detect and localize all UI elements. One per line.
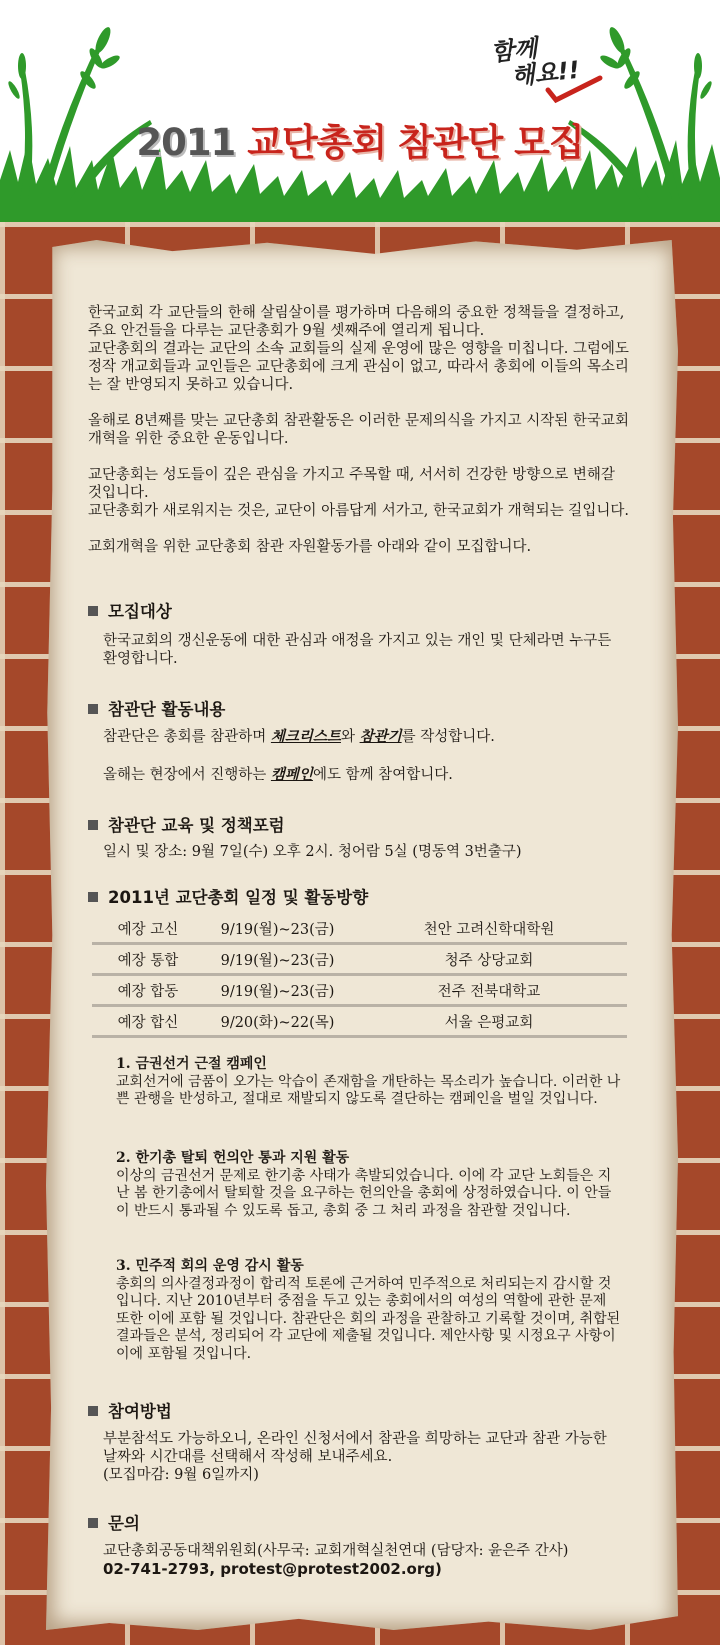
- section-target-text: 한국교회의 갱신운동에 대한 관심과 애정을 가지고 있는 개인 및 단체라면 누구든 환영합니다.: [103, 633, 612, 667]
- bullet-square-icon: [88, 704, 98, 714]
- title-year: 2011: [136, 121, 236, 164]
- activity-item-text: 교회선거에 금품이 오가는 악습이 존재함을 개탄하는 목소리가 높습니다. 이러한 나쁜 관행을 반성하고, 절대로 재발되지 않도록 결단하는 캠페인을 벌일 것입니다.: [116, 1073, 621, 1107]
- activity-item-title: 3. 민주적 회의 운영 감시 활동: [116, 1258, 304, 1274]
- section-edu-title: 참관단 교육 및 정책포럼: [88, 812, 285, 836]
- section-edu-text: 일시 및 장소: 9월 7일(수) 오후 2시. 청어람 5실 (명동역 3번출구): [103, 844, 522, 860]
- activity-item-3: [116, 1258, 621, 1363]
- activity-item-1: [116, 1056, 621, 1109]
- intro-paragraph: 교회개혁을 위한 교단총회 참관 자원활동가를 아래와 같이 모집합니다.: [88, 539, 532, 555]
- intro-paragraph: 교단총회가 새로워지는 것은, 교단이 아름답게 서가고, 한국교회가 개혁되는 길입니다.: [88, 503, 629, 519]
- activity-item-title: 2. 한기총 탈퇴 헌의안 통과 지원 활동: [116, 1150, 350, 1166]
- section-contact-title: 문의: [88, 1510, 140, 1534]
- bullet-square-icon: [88, 820, 98, 830]
- section-activity-text-2: 올해는 현장에서 진행하는 캠페인에도 함께 참여합니다.: [103, 767, 453, 783]
- review-link[interactable]: 참관기: [359, 729, 402, 745]
- schedule-table: [92, 914, 627, 1038]
- intro-paragraph: 한국교회 각 교단들의 한해 살림살이를 평가하며 다음해의 중요한 정책들을 결정하고, 주요 안건들을 다루는 교단총회가 9월 셋째주에 열리게 됩니다.: [88, 305, 625, 339]
- activity-item-title: 1. 금권선거 근절 캠페인: [116, 1056, 267, 1072]
- table-row: 예장 합동 9/19(월)~23(금) 전주 전북대학교: [92, 975, 627, 1006]
- bullet-square-icon: [88, 1518, 98, 1528]
- checklist-link[interactable]: 체크리스트: [270, 729, 341, 745]
- activity-item-2: [116, 1150, 621, 1220]
- intro-paragraph: 올해로 8년째를 맞는 교단총회 참관활동은 이러한 문제의식을 가지고 시작된 한국교회 개혁을 위한 중요한 운동입니다.: [88, 413, 629, 447]
- campaign-link[interactable]: 캠페인: [270, 767, 313, 783]
- handwriting-line-2: 해요!!: [510, 55, 581, 91]
- page-title: [0, 112, 720, 166]
- activity-item-text: 총회의 의사결정과정이 합리적 토론에 근거하여 민주적으로 처리되는지 감시할 것입니다. 지난 2010년부터 중점을 두고 있는 총회에서의 여성의 역할에 관한 문제 또한 이에 포함 될 것입니다. 참관단은 회의 과정을 관찰하고 기록할 것이며, 취합된 결과들은 분석, 정리되어 각 교단에 제출될 것입니다. 제안사항 및 시정요구 사항이 이에 포함될 것입니다.: [116, 1275, 621, 1362]
- bullet-square-icon: [88, 892, 98, 902]
- intro-paragraph: 교단총회는 성도들이 깊은 관심을 가지고 주목할 때, 서서히 건강한 방향으로 변해갈 것입니다.: [88, 467, 615, 501]
- intro-text: [88, 304, 633, 556]
- table-row: 예장 통합 9/19(월)~23(금) 청주 상당교회: [92, 944, 627, 975]
- table-row: 예장 합신 9/20(화)~22(목) 서울 은평교회: [92, 1006, 627, 1037]
- handwriting-line-1: 함께: [489, 34, 539, 67]
- bullet-square-icon: [88, 1406, 98, 1416]
- activity-item-text: 이상의 금권선거 문제로 한기총 사태가 촉발되었습니다. 이에 각 교단 노회들은 지난 봄 한기총에서 탈퇴할 것을 요구하는 헌의안을 총회에 상정하였습니다. 이 안들이 반드시 통과될 수 있도록 돕고, 총회 중 그 처리 과정을 참관할 것입니다.: [116, 1167, 612, 1219]
- section-activity-text: 참관단은 총회를 참관하며 체크리스트와 참관기를 작성합니다.: [103, 729, 495, 745]
- contact-org: 교단총회공동대책위원회(사무국: 교회개혁실천연대 (담당자: 윤은주 간사): [103, 1543, 569, 1559]
- header-banner: [0, 0, 720, 222]
- section-activity-title: 참관단 활동내용: [88, 696, 225, 720]
- join-deadline: (모집마감: 9월 6일까지): [103, 1467, 259, 1483]
- section-contact-text: [103, 1542, 623, 1578]
- section-join-text: 부분참석도 가능하오니, 온라인 신청서에서 참관을 희망하는 교단과 참관 가능한 날짜와 시간대를 선택해서 작성해 보내주세요. (모집마감: 9월 6일까지): [103, 1430, 623, 1484]
- section-target-title: 모집대상: [88, 598, 172, 622]
- title-main: 교단총회 참관단 모집: [247, 121, 584, 164]
- contact-info[interactable]: 02-741-2793, protest@protest2002.org): [103, 1560, 442, 1578]
- section-schedule-title: 2011년 교단총회 일정 및 활동방향: [88, 884, 368, 908]
- table-row: 예장 고신 9/19(월)~23(금) 천안 고려신학대학원: [92, 914, 627, 944]
- grass-decoration: [0, 0, 720, 222]
- section-join-title: 참여방법: [88, 1398, 172, 1422]
- intro-paragraph: 교단총회의 결과는 교단의 소속 교회들의 실제 운영에 많은 영향을 미칩니다. 그럼에도 정작 개교회들과 교인들은 교단총회에 크게 관심이 없고, 따라서 총회에 이들의 목소리는 잘 반영되지 못하고 있습니다.: [88, 341, 629, 393]
- bullet-square-icon: [88, 606, 98, 616]
